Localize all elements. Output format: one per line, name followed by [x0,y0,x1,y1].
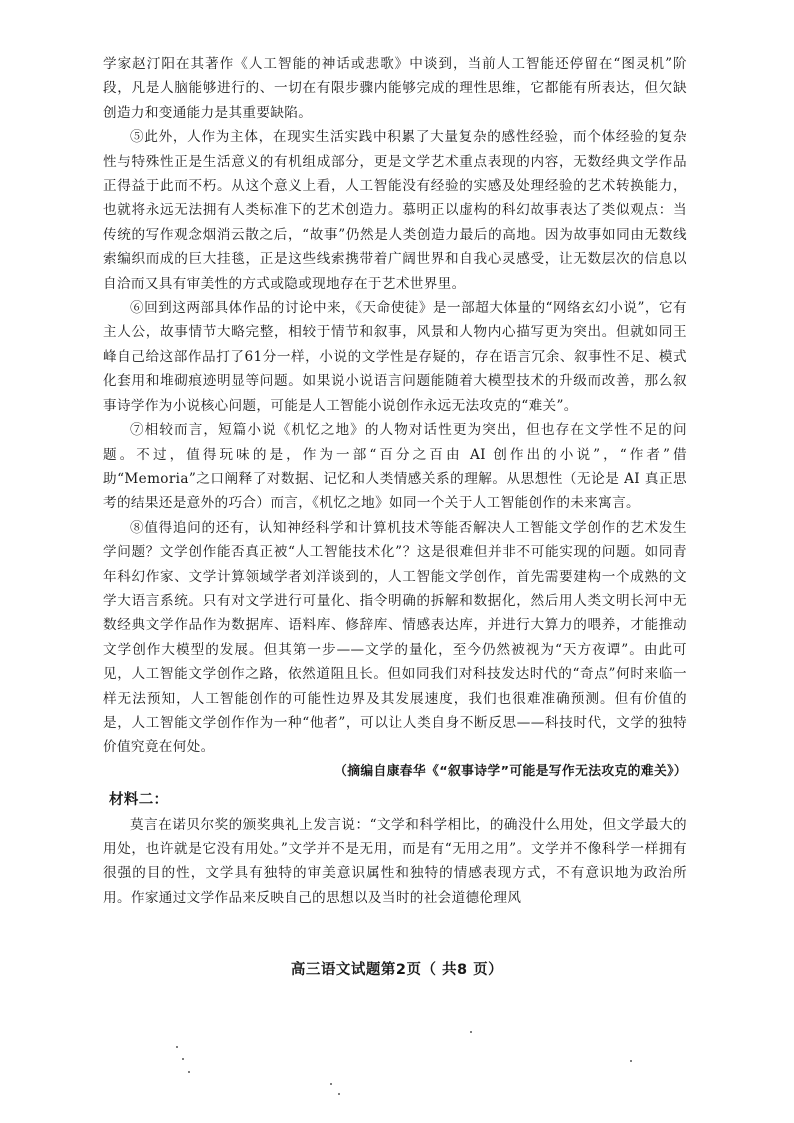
scan-speck [176,1046,178,1048]
scan-speck [630,1060,632,1062]
page-footer: 高三语文试题第2页（ 共8 页） [290,962,504,978]
paragraph-4-continued: 学家赵汀阳在其著作《人工智能的神话或悲歌》中谈到，当前人工智能还停留在“图灵机”阶段，凡是人脑能够进行的、一切在有限步骤内能够完成的理性思维，它都能有所表达，但欠缺创造力和变通能力是其重要缺陷。 [103,56,687,121]
source-citation: （摘编自康春华《“叙事诗学”可能是写作无法攻克的难关》） [334,763,687,779]
scan-speck [330,1083,332,1085]
scan-speck [188,1071,190,1073]
paragraph-8: ⑧值得追问的还有，认知神经科学和计算机技术等能否解决人工智能文学创作的艺术发生学问题？文学创作能否真正被“人工智能技术化”？这是很难但并非不可能实现的问题。如同青年科幻作家、文学计算领域学者刘洋谈到的，人工智能文学创作，首先需要建构一个成熟的文学大语言系统。只有对文学进行可量化、指令明确的拆解和数据化，然后用人类文明长河中无数经典文学作品作为数据库、语料库、修辞库、情感表达库，并进行大算力的喂养，才能推动文学创作大模型的发展。但其第一步——文学的量化，至今仍然被视为“天方夜谭”。由此可见，人工智能文学创作之路，依然道阻且长。但如同我们对科技发达时代的“奇点”何时来临一样无法预知，人工智能创作的可能性边界及其发展速度，我们也很难准确预测。但有价值的是，人工智能文学创作作为一种“他者”，可以让人类自身不断反思——科技时代，文学的独特价值究竟在何处。 [103,519,687,756]
paragraph-7: ⑦相较而言，短篇小说《机忆之地》的人物对话性更为突出，但也存在文学性不足的问题。不过，值得玩味的是，作为一部“百分之百由 AI 创作出的小说”，“作者”借助“Memoria”之口阐释了对数据、记忆和人类情感关系的理解。从思想性（无论是 AI 真正思考的结果还是意外的巧合）而言，《机忆之地》如同一个关于人工智能创作的未来寓言。 [103,422,687,512]
scan-speck [470,1031,472,1033]
paragraph-5: ⑤此外，人作为主体，在现实生活实践中积累了大量复杂的感性经验，而个体经验的复杂性与特殊性正是生活意义的有机组成部分，更是文学艺术重点表现的内容，无数经典文学作品正得益于此而不朽。从这个意义上看，人工智能没有经验的实感及处理经验的艺术转换能力，也就将永远无法拥有人类标准下的艺术创造力。慕明正以虚构的科幻故事表达了类似观点：当传统的写作观念烟消云散之后，“故事”仍然是人类创造力最后的高地。因为故事如同由无数线索编织而成的巨大挂毯，正是这些线索携带着广阔世界和自我心灵感受，让无数层次的信息以自洽而又具有审美性的方式或隐或现地存在于艺术世界里。 [103,129,687,292]
material-two-heading: 材料二： [109,792,169,809]
scan-speck [338,1093,340,1095]
paragraph-6: ⑥回到这两部具体作品的讨论中来，《天命使徒》是一部超大体量的“网络玄幻小说”，它有主人公，故事情节大略完整，相较于情节和叙事，风景和人物内心描写更为突出。但就如同王峰自己给这部作品打了61分一样，小说的文学性是存疑的，存在语言冗余、叙事性不足、模式化套用和堆砌痕迹明显等问题。如果说小说语言问题能随着大模型技术的升级而改善，那么叙事诗学作为小说核心问题，可能是人工智能小说创作永远无法攻克的“难关”。 [103,300,687,414]
article-body [103,52,687,910]
scan-speck [182,1058,184,1060]
material-two-paragraph: 莫言在诺贝尔奖的颁奖典礼上发言说：“文学和科学相比，的确没什么用处，但文学最大的用处，也许就是它没有用处。”文学并不是无用，而是有“无用之用”。文学并不像科学一样拥有很强的目的性，文学具有独特的审美意识属性和独特的情感表现方式，不有意识地为政治所用。作家通过文学作品来反映自己的思想以及当时的社会道德伦理风 [103,816,687,906]
